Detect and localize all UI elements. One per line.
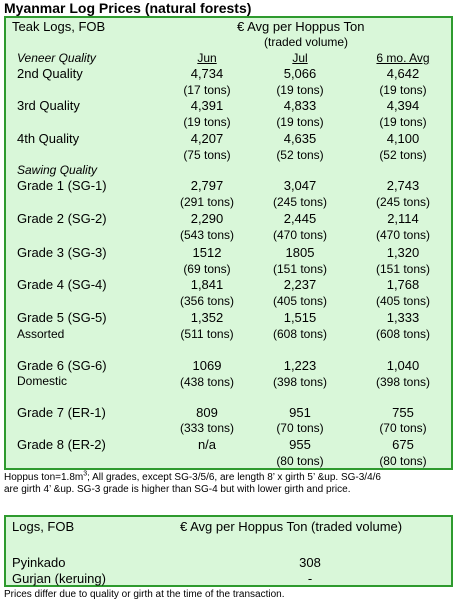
value-6mo-avg: 1,040: [386, 358, 420, 373]
value-jul: 2,237: [283, 277, 317, 292]
value-jun: 4,391: [190, 98, 224, 113]
row-label: 2nd Quality: [17, 66, 83, 81]
volume-jul: (151 tons): [272, 262, 328, 276]
volume-jul: (80 tons): [276, 454, 324, 468]
row-label: Grade 4 (SG-4): [17, 277, 107, 292]
volume-jul: (405 tons): [272, 294, 328, 308]
row-label: Grade 8 (ER-2): [17, 437, 106, 452]
volume-jun: (75 tons): [183, 148, 231, 162]
volume-jun: (291 tons): [179, 195, 235, 209]
value-jul: 951: [289, 405, 311, 420]
volume-jun: (438 tons): [179, 375, 235, 389]
row-label: Grade 1 (SG-1): [17, 178, 107, 193]
value-6mo-avg: 4,642: [386, 66, 420, 81]
value-6mo-avg: 2,743: [386, 178, 420, 193]
table2-header-left: Logs, FOB: [12, 519, 75, 534]
value-jun: n/a: [197, 437, 217, 452]
value-6mo-avg: 755: [392, 405, 414, 420]
footnote-hoppus: Hoppus $ton=1.8m^3$; All grades, except SG-3/5/6, are length 8’ x girth 5’ &up. SG-3/4/6 are girth 4’ &up. SG-3 grade is higher than SG-4 but with lower girth and price.: [4, 470, 381, 495]
row-label: Gurjan (keruing): [12, 571, 106, 586]
volume-jul: (608 tons): [272, 327, 328, 341]
row-sublabel: Domestic: [17, 374, 68, 388]
volume-6mo-avg: (52 tons): [379, 148, 427, 162]
value-jul: 1805: [285, 245, 315, 260]
row-sublabel: Assorted: [17, 327, 65, 341]
value-6mo-avg: 1,320: [386, 245, 420, 260]
value-jul: 2,445: [283, 211, 317, 226]
volume-jul: (19 tons): [276, 83, 324, 97]
value-jun: 2,290: [190, 211, 224, 226]
value-jul: 1,223: [283, 358, 317, 373]
volume-jul: (52 tons): [276, 148, 324, 162]
row-label: Pyinkado: [12, 555, 66, 570]
volume-6mo-avg: (19 tons): [379, 83, 427, 97]
table2-header-right: € Avg per Hoppus Ton (traded volume): [180, 519, 403, 534]
value-jul: 4,833: [283, 98, 317, 113]
volume-jun: (511 tons): [180, 327, 234, 341]
volume-6mo-avg: (398 tons): [375, 375, 431, 389]
value-jun: 4,734: [190, 66, 224, 81]
page-title: Myanmar Log Prices (natural forests): [4, 0, 252, 16]
value-jun: 1512: [192, 245, 222, 260]
value: 308: [299, 555, 321, 570]
value-6mo-avg: 2,114: [387, 211, 419, 226]
volume-6mo-avg: (80 tons): [379, 454, 427, 468]
volume-jun: (333 tons): [179, 421, 235, 435]
value-6mo-avg: 1,768: [386, 277, 420, 292]
volume-6mo-avg: (405 tons): [375, 294, 431, 308]
volume-6mo-avg: (151 tons): [375, 262, 431, 276]
footnote-prices: Prices differ due to quality or girth at the time of the transaction.: [4, 589, 285, 600]
volume-jul: (19 tons): [276, 115, 324, 129]
value-jun: 1,352: [190, 310, 224, 325]
volume-jun: (543 tons): [179, 228, 235, 242]
column-header-jul: Jul: [292, 51, 308, 65]
value: -: [307, 571, 313, 586]
row-label: 3rd Quality: [17, 98, 80, 113]
volume-jun: (19 tons): [183, 115, 231, 129]
volume-jun: (69 tons): [183, 262, 231, 276]
veneer-section-label: Veneer Quality: [17, 51, 96, 65]
value-6mo-avg: 4,394: [386, 98, 420, 113]
volume-jun: (17 tons): [183, 83, 231, 97]
value-jun: 1069: [192, 358, 222, 373]
value-6mo-avg: 4,100: [386, 131, 420, 146]
value-jul: 955: [289, 437, 311, 452]
value-jun: 1,841: [190, 277, 224, 292]
value-jun: 809: [196, 405, 218, 420]
value-jul: 4,635: [283, 131, 317, 146]
column-header-jun: Jun: [197, 51, 217, 65]
volume-jul: (398 tons): [272, 375, 328, 389]
table1-header-right: € Avg per Hoppus Ton: [237, 19, 365, 34]
volume-6mo-avg: (245 tons): [375, 195, 431, 209]
table1-header-sub: (traded volume): [264, 35, 349, 49]
volume-jul: (70 tons): [276, 421, 324, 435]
table1-header-left: Teak Logs, FOB: [12, 19, 106, 34]
volume-6mo-avg: (608 tons): [375, 327, 431, 341]
volume-6mo-avg: (70 tons): [379, 421, 427, 435]
value-jul: 3,047: [283, 178, 317, 193]
volume-6mo-avg: (19 tons): [379, 115, 427, 129]
row-label: Grade 2 (SG-2): [17, 211, 107, 226]
value-jul: 5,066: [283, 66, 317, 81]
row-label: Grade 5 (SG-5): [17, 310, 107, 325]
value-6mo-avg: 1,333: [386, 310, 420, 325]
sawing-section-label: Sawing Quality: [17, 163, 98, 177]
row-label: Grade 3 (SG-3): [17, 245, 107, 260]
row-label: Grade 6 (SG-6): [17, 358, 107, 373]
volume-6mo-avg: (470 tons): [375, 228, 431, 242]
value-6mo-avg: 675: [392, 437, 414, 452]
volume-jun: (356 tons): [179, 294, 235, 308]
row-label: 4th Quality: [17, 131, 80, 146]
volume-jul: (245 tons): [272, 195, 328, 209]
value-jun: 4,207: [190, 131, 224, 146]
volume-jul: (470 tons): [272, 228, 328, 242]
column-header-6mo-avg: 6 mo. Avg: [376, 51, 430, 65]
value-jun: 2,797: [190, 178, 224, 193]
value-jul: 1,515: [283, 310, 317, 325]
row-label: Grade 7 (ER-1): [17, 405, 106, 420]
